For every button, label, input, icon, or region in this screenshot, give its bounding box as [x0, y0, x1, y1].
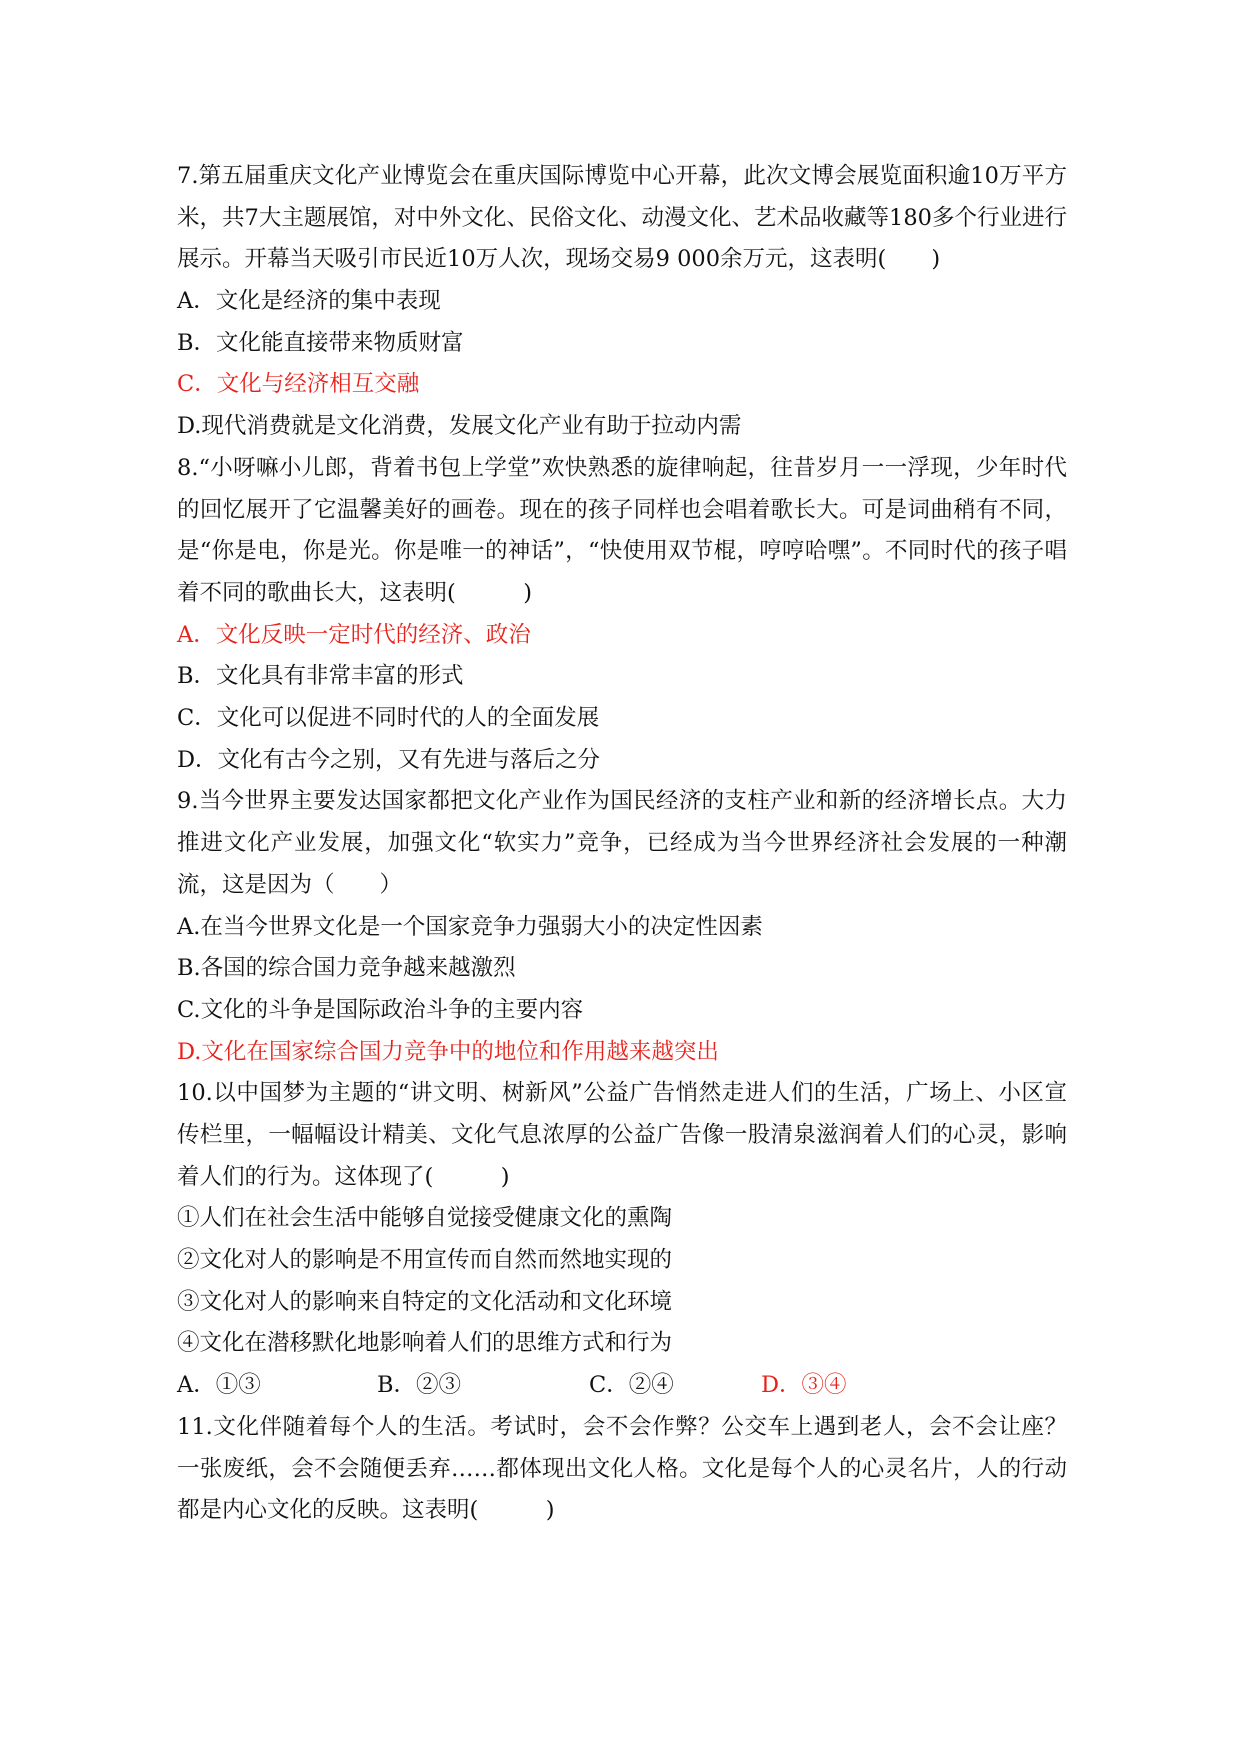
question-8-option-d: D．文化有古今之别，又有先进与落后之分 [177, 746, 601, 773]
question-9-option-b: B.各国的综合国力竞争越来越激烈 [177, 955, 516, 982]
question-8-option-c: C．文化可以促进不同时代的人的全面发展 [177, 705, 600, 732]
question-7-option-b: B．文化能直接带来物质财富 [177, 329, 464, 356]
question-9 [177, 781, 1067, 1073]
question-7-stem: 7.第五届重庆文化产业博览会在重庆国际博览中心开幕，此次文博会展览面积逾10万平方米，共7大主题展馆，对中外文化、民俗文化、动漫文化、艺术品收藏等180多个行业进行展示。开幕当天吸引市民近10万人次，现场交易9 000余万元，这表明( ) [177, 163, 1067, 273]
question-8 [177, 448, 1067, 782]
question-9-option-c: C.文化的斗争是国际政治斗争的主要内容 [177, 996, 584, 1023]
question-7-option-a: A．文化是经济的集中表现 [177, 288, 441, 315]
question-8-stem: 8.“小呀嘛小儿郎，背着书包上学堂”欢快熟悉的旋律响起，往昔岁月一一浮现，少年时代的回忆展开了它温馨美好的画卷。现在的孩子同样也会唱着歌长大。可是词曲稍有不同，是“你是电，你是光。你是唯一的神话”，“快使用双节棍，哼哼哈嘿”。不同时代的孩子唱着不同的歌曲长大，这表明( ) [177, 454, 1067, 606]
question-10-statement-4: ④文化在潜移默化地影响着人们的思维方式和行为 [177, 1330, 673, 1357]
question-10 [177, 1073, 1067, 1407]
question-7-option-c-answer: C．文化与经济相互交融 [177, 371, 420, 398]
question-10-statement-3: ③文化对人的影响来自特定的文化活动和文化环境 [177, 1288, 673, 1315]
question-8-option-a-answer: A．文化反映一定时代的经济、政治 [177, 621, 531, 648]
question-10-choice-a: A．①③ [177, 1372, 261, 1399]
question-9-option-a: A.在当今世界文化是一个国家竞争力强弱大小的决定性因素 [177, 913, 763, 940]
question-10-choice-c: C．②④ [589, 1372, 674, 1399]
question-10-choice-d-answer: D．③④ [761, 1372, 847, 1399]
question-10-statement-1: ①人们在社会生活中能够自觉接受健康文化的熏陶 [177, 1205, 673, 1232]
question-10-statement-2: ②文化对人的影响是不用宣传而自然而然地实现的 [177, 1247, 673, 1274]
question-11-stem: 11.文化伴随着每个人的生活。考试时，会不会作弊？公交车上遇到老人，会不会让座？ 一张废纸，会不会随便丢弃……都体现出文化人格。文化是每个人的心灵名片，人的行动都是内心文化的反映。这表明( ) [177, 1413, 1067, 1524]
question-10-choices [177, 1365, 1067, 1407]
question-8-option-b: B．文化具有非常丰富的形式 [177, 663, 464, 690]
question-9-option-d-answer: D.文化在国家综合国力竞争中的地位和作用越来越突出 [177, 1038, 719, 1065]
question-11 [177, 1407, 1067, 1532]
exam-page [177, 156, 1067, 1532]
question-10-choice-b: B．②③ [377, 1372, 462, 1399]
question-7 [177, 156, 1067, 448]
question-10-stem: 10.以中国梦为主题的“讲文明、树新风”公益广告悄然走进人们的生活，广场上、小区宣传栏里，一幅幅设计精美、文化气息浓厚的公益广告像一股清泉滋润着人们的心灵，影响着人们的行为。这体现了( ) [177, 1080, 1067, 1190]
question-7-option-d: D.现代消费就是文化消费，发展文化产业有助于拉动内需 [177, 413, 742, 440]
question-9-stem: 9.当今世界主要发达国家都把文化产业作为国民经济的支柱产业和新的经济增长点。大力推进文化产业发展，加强文化“软实力”竞争，已经成为当今世界经济社会发展的一种潮流，这是因为（ ） [177, 788, 1067, 898]
